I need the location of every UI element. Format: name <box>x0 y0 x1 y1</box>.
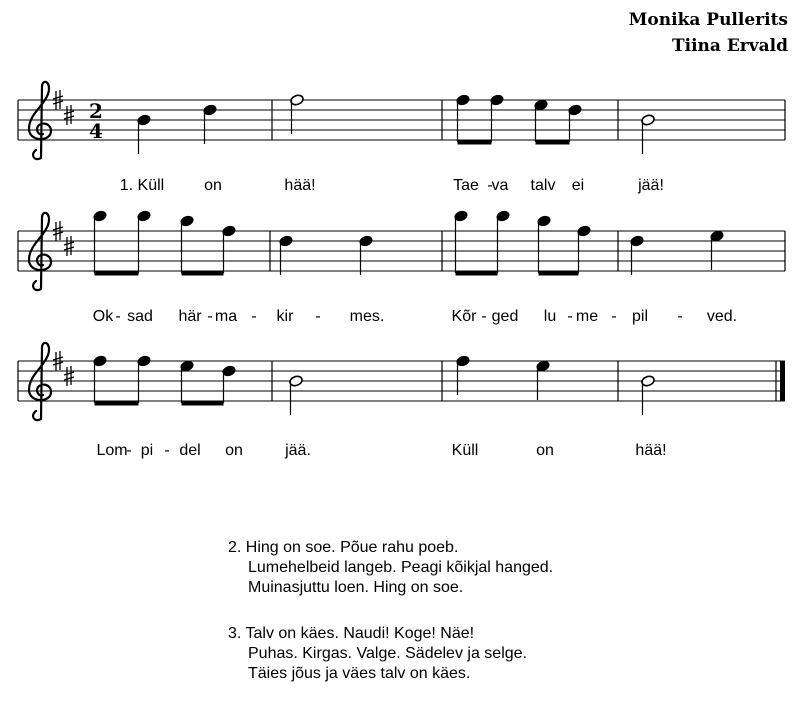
lyric-syllable: - <box>126 442 132 459</box>
lyric-syllable: pil <box>631 308 649 325</box>
lyric-syllable: Lom <box>96 442 128 459</box>
lyric-syllable: jää. <box>285 442 311 459</box>
verse-2-line-1: 2. Hing on soe. Põue rahu poeb. <box>228 539 459 556</box>
final-barline-thick <box>780 361 785 401</box>
staff-system-1 <box>18 82 785 194</box>
note-beam <box>536 140 570 145</box>
lyric-syllable: on <box>204 177 222 194</box>
time-signature-top: 2 <box>89 99 103 123</box>
lyric-syllable: hää! <box>284 177 316 194</box>
lyric-syllable: del <box>179 442 201 459</box>
lyric-syllable: - <box>487 177 493 194</box>
lyric-syllable: pi <box>140 442 154 459</box>
lyric-syllable: - <box>481 308 487 325</box>
verse-3-line-1: 3. Talv on käes. Naudi! Koge! Näe! <box>228 625 475 642</box>
verse-3 <box>228 624 527 684</box>
lyric-syllable: on <box>536 442 554 459</box>
lyric-syllable: - <box>315 308 321 325</box>
lyric-syllable: me <box>575 308 599 325</box>
lyric-syllable: talv <box>530 177 556 194</box>
lyric-syllable: - <box>251 308 257 325</box>
lyric-syllable: - <box>164 442 170 459</box>
lyric-syllable: ved. <box>706 308 738 325</box>
note-beam <box>458 140 492 145</box>
staff-system-2 <box>18 210 785 325</box>
sharp-sign <box>64 105 74 125</box>
lyric-syllable: Kõr <box>451 308 477 325</box>
lyric-syllable: hää! <box>635 442 667 459</box>
lyric-syllable: mes. <box>349 308 385 325</box>
note-beam <box>182 401 224 406</box>
time-signature-bottom: 4 <box>89 119 103 143</box>
note-beam <box>539 271 579 276</box>
lyric-syllable: jää! <box>638 177 664 194</box>
verse-3-line-3: Täies jõus ja väes talv on käes. <box>248 665 471 682</box>
lyricist-credit: Tiina Ervald <box>671 36 788 56</box>
lyric-syllable: - <box>677 308 683 325</box>
lyric-syllable: ei <box>571 177 585 194</box>
lyric-syllable: - <box>567 308 573 325</box>
lyric-syllable: on <box>225 442 243 459</box>
lyric-syllable: här <box>178 308 202 325</box>
lyric-syllable: Tae <box>453 177 479 194</box>
lyric-syllable: sad <box>127 308 153 325</box>
note-beam <box>456 271 498 276</box>
lyric-syllable: ged <box>491 308 519 325</box>
staff-system-3 <box>18 343 785 459</box>
note-beam <box>182 271 224 276</box>
lyric-syllable: lu <box>543 308 557 325</box>
sharp-sign <box>64 366 74 386</box>
lyric-syllable: - <box>115 308 121 325</box>
sharp-sign <box>64 236 74 256</box>
note-beam <box>95 401 139 406</box>
lyric-syllable: Küll <box>451 442 479 459</box>
verse-3-line-2: Puhas. Kirgas. Valge. Sädelev ja selge. <box>248 645 527 662</box>
lyric-syllable: va <box>491 177 509 194</box>
lyric-syllable: 1. Küll <box>119 177 165 194</box>
verse-2 <box>228 538 553 598</box>
lyric-syllable: - <box>207 308 213 325</box>
verse-2-line-2: Lumehelbeid langeb. Peagi kõikjal hanged. <box>248 559 554 576</box>
verse-2-line-3: Muinasjuttu loen. Hing on soe. <box>248 579 464 596</box>
lyric-syllable: Ok <box>92 308 114 325</box>
note-beam <box>95 271 139 276</box>
composer-credit: Monika Pullerits <box>628 10 788 30</box>
lyric-syllable: kir <box>276 308 294 325</box>
lyric-syllable: - <box>611 308 617 325</box>
lyric-syllable: ma <box>214 308 238 325</box>
